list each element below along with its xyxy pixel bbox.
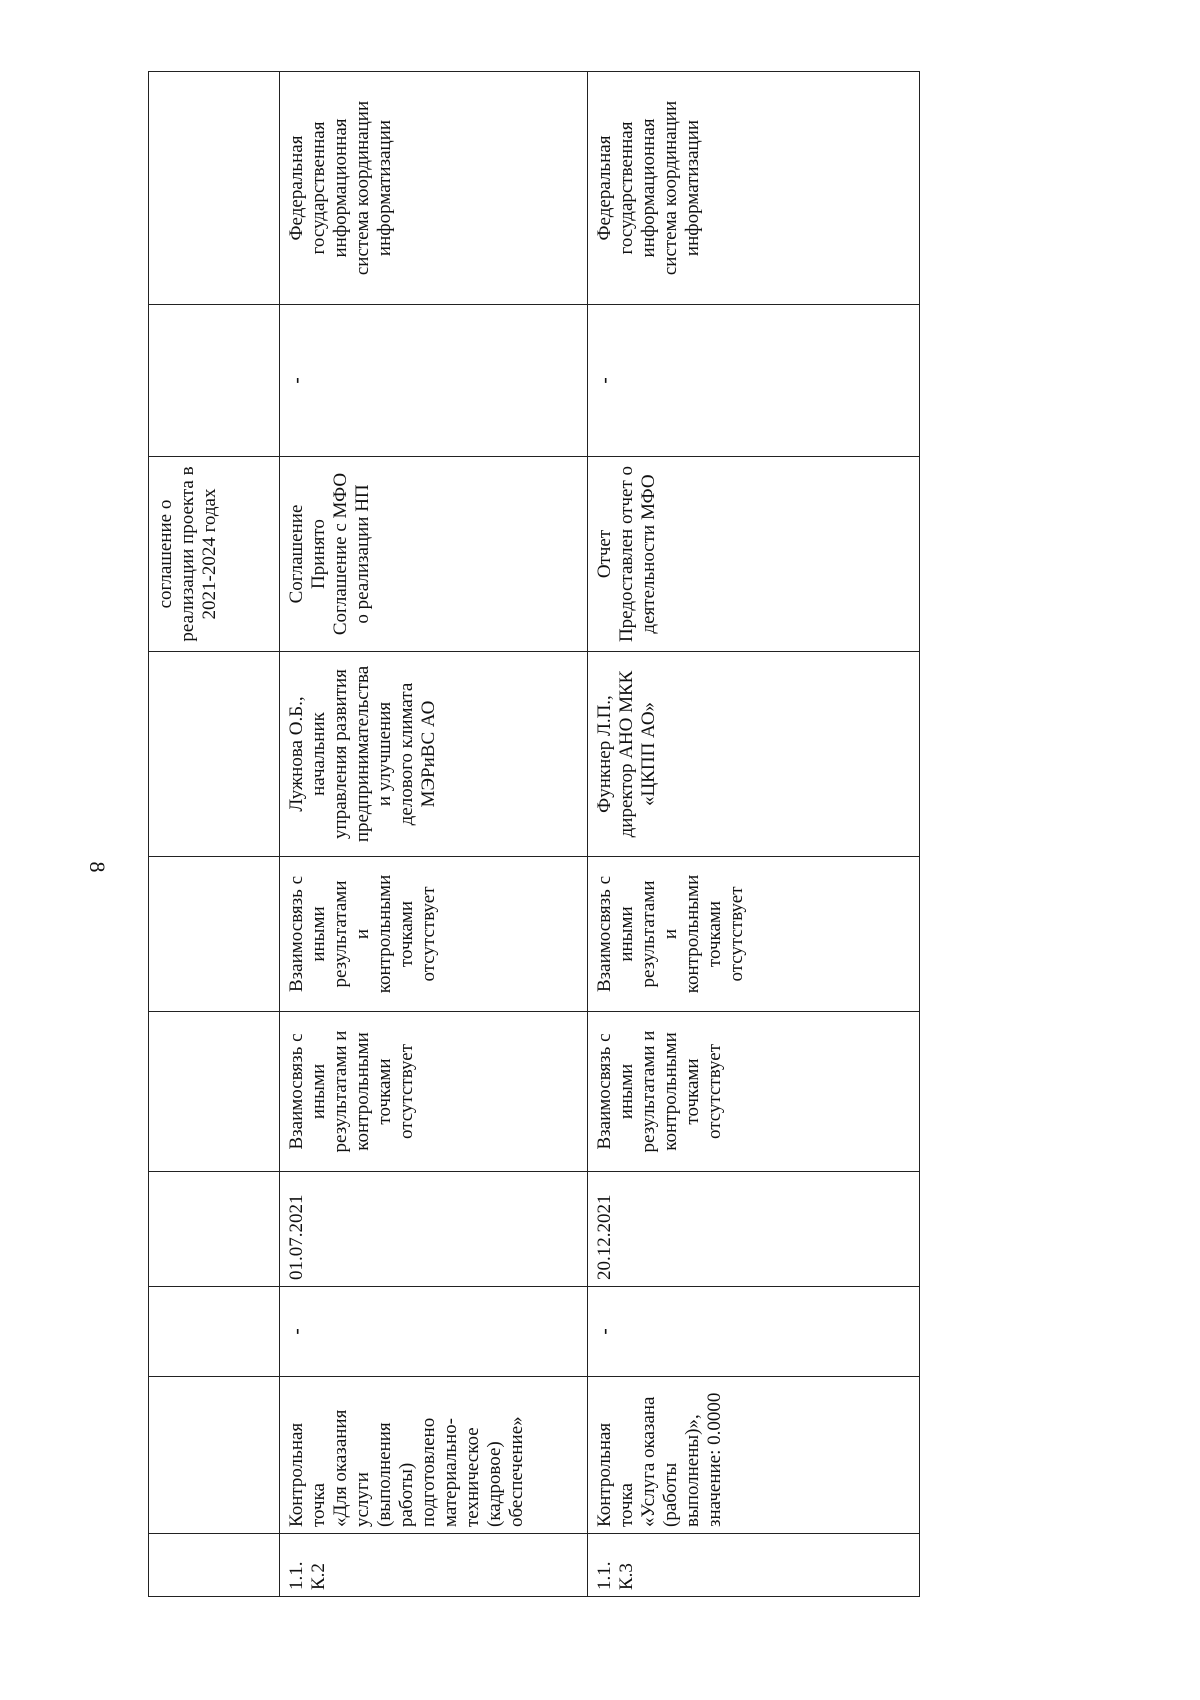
header-cell-system [149,72,280,305]
table-row [588,72,920,1597]
information-system: Федеральная государственная информационная система координации информатизации [280,72,588,305]
relation-cell-2: Взаимосвязь с иными результатами и контрольными точками отсутствует [280,857,588,1012]
previous-value: - [588,1287,920,1377]
header-cell-level [149,305,280,457]
relation-cell-2: Взаимосвязь с иными результатами и контрольными точками отсутствует [588,857,920,1012]
approval-level: - [588,305,920,457]
due-date: 20.12.2021 [588,1172,920,1287]
header-cell-date [149,1172,280,1287]
page-number: 8 [85,861,110,873]
header-cell-name [149,1377,280,1534]
header-cell-responsible [149,652,280,857]
responsible-person: Лужнова О.Б., начальник управления развития предпринимательства и улучшения делового климата МЭРиВС АО [280,652,588,857]
header-cell-document: соглашение о реализации проекта в 2021-2024 годах [149,457,280,652]
previous-value: - [280,1287,588,1377]
control-point-name: Контрольная точка «Для оказания услуги (выполнения работы) подготовлено материально- техническое (кадровое) обеспечение» [280,1377,588,1534]
confirming-document: Отчет Предоставлен отчет о деятельности МФО [588,457,920,652]
confirming-document: Соглашение Принято Соглашение с МФО о реализации НП [280,457,588,652]
due-date: 01.07.2021 [280,1172,588,1287]
control-points-table [148,71,920,1597]
header-cell-prev [149,1287,280,1377]
row-number: 1.1. К.2 [280,1534,588,1597]
information-system: Федеральная государственная информационная система координации информатизации [588,72,920,305]
header-cell-link1 [149,1012,280,1172]
row-number: 1.1. К.3 [588,1534,920,1597]
header-cell-link2 [149,857,280,1012]
header-cell-num [149,1534,280,1597]
responsible-person: Функнер Л.П., директор АНО МКК «ЦКПП АО» [588,652,920,857]
approval-level: - [280,305,588,457]
relation-cell-1: Взаимосвязь с иными результатами и контрольными точками отсутствует [280,1012,588,1172]
control-point-name: Контрольная точка «Услуга оказана (работы выполнены)», значение: 0.0000 [588,1377,920,1534]
table-header-row [149,72,280,1597]
relation-cell-1: Взаимосвязь с иными результатами и контрольными точками отсутствует [588,1012,920,1172]
table-row [280,72,588,1597]
